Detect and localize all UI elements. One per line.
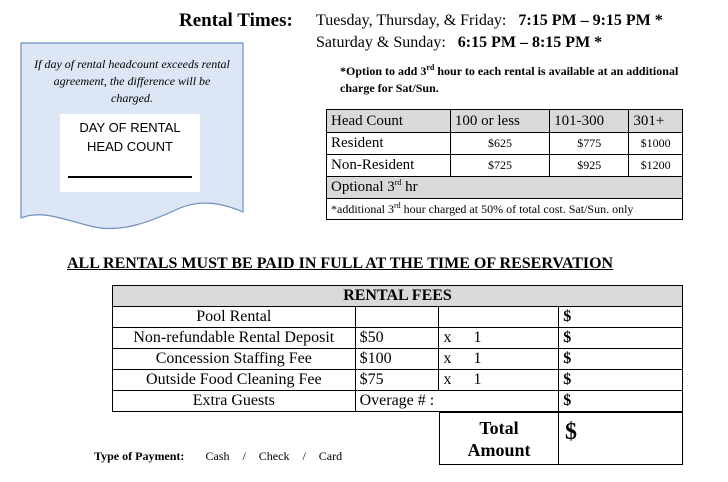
price-header-cell: 301+ (629, 110, 683, 133)
optional-suffix: hr (401, 179, 418, 195)
weekend-days: Saturday & Sunday: (316, 34, 446, 51)
footnote-cell (327, 199, 683, 220)
fee-qty-x: x (443, 371, 452, 388)
fee-qty: 1 (473, 350, 482, 367)
total-amount-label (440, 413, 559, 465)
fee-qty: 1 (473, 329, 482, 346)
extra-guests-amount-field[interactable]: $ (559, 391, 683, 412)
optional-hour-cell (327, 177, 683, 199)
fee-price: $75 (355, 370, 439, 391)
paid-in-full-notice: ALL RENTALS MUST BE PAID IN FULL AT THE TIME OF RESERVATION (67, 255, 614, 272)
price-row-label: Non-Resident (327, 155, 451, 177)
fee-amount-field[interactable]: $ (559, 349, 683, 370)
headcount-label-line2: HEAD COUNT (87, 139, 173, 154)
fee-amount-field[interactable]: $ (559, 370, 683, 391)
fee-qty-cell[interactable] (439, 307, 559, 328)
overage-count-field[interactable]: Overage # : (355, 391, 559, 412)
fee-row-extra-guests (113, 391, 683, 412)
option-note-suffix: hour to each rental is available at an additional charge for Sat/Sun. (340, 64, 679, 95)
headcount-note-text: If day of rental headcount exceeds rental agreement, the difference will be charged. (34, 57, 230, 105)
footnote-suffix: hour charged at 50% of total cost. Sat/Sun. only (400, 201, 634, 216)
fee-amount-field[interactable]: $ (559, 307, 683, 328)
fee-row (113, 349, 683, 370)
day-of-rental-headcount-field[interactable] (60, 114, 200, 192)
price-cell: $725 (450, 155, 549, 177)
price-row-resident (327, 133, 683, 155)
payment-option-card[interactable]: Card (318, 449, 343, 463)
rental-price-table (326, 109, 683, 220)
fee-row (113, 328, 683, 349)
total-label-line2: Amount (467, 439, 531, 460)
fee-item-label: Non-refundable Rental Deposit (113, 328, 356, 349)
fee-qty-cell[interactable] (439, 370, 559, 391)
total-label-line1: Total (479, 417, 519, 438)
fee-price: $100 (355, 349, 439, 370)
fee-qty-x: x (443, 329, 452, 346)
fee-price (355, 307, 439, 328)
payment-separator: / (242, 449, 246, 463)
price-row-non-resident (327, 155, 683, 177)
fees-title: RENTAL FEES (113, 286, 683, 307)
payment-option-cash[interactable]: Cash (205, 449, 230, 463)
fee-qty-x: x (443, 350, 452, 367)
fee-qty-cell[interactable] (439, 349, 559, 370)
optional-sup: rd (394, 178, 402, 187)
fee-item-label: Outside Food Cleaning Fee (113, 370, 356, 391)
price-cell: $775 (550, 133, 629, 155)
payment-type-label: Type of Payment: (94, 449, 185, 463)
headcount-write-line (68, 176, 192, 178)
weekday-schedule (316, 12, 663, 30)
footnote-prefix: *additional 3 (331, 201, 394, 216)
price-cell: $1000 (629, 133, 683, 155)
price-header-cell: Head Count (327, 110, 451, 133)
headcount-note-box (20, 42, 244, 230)
option-note-prefix: *Option to add 3 (340, 64, 427, 78)
fee-price: $50 (355, 328, 439, 349)
headcount-label-line1: DAY OF RENTAL (79, 120, 181, 135)
fee-row (113, 307, 683, 328)
option-note-sup: rd (426, 63, 435, 72)
price-row-optional (327, 177, 683, 199)
weekday-days: Tuesday, Thursday, & Friday: (316, 12, 507, 29)
fee-qty-cell[interactable] (439, 328, 559, 349)
price-table-header-row (327, 110, 683, 133)
rental-times-title: Rental Times: (179, 10, 293, 31)
price-header-cell: 101-300 (550, 110, 629, 133)
total-amount-box (439, 412, 683, 465)
payment-type-row (94, 449, 342, 464)
price-row-label: Resident (327, 133, 451, 155)
payment-separator: / (302, 449, 306, 463)
weekend-time: 6:15 PM – 8:15 PM * (457, 34, 603, 51)
price-cell: $625 (450, 133, 549, 155)
fee-row (113, 370, 683, 391)
rental-fees-table (112, 285, 683, 412)
fee-item-label: Pool Rental (113, 307, 356, 328)
fees-title-row (113, 286, 683, 307)
payment-option-check[interactable]: Check (258, 449, 290, 463)
fee-amount-field[interactable]: $ (559, 328, 683, 349)
third-hour-option-note (340, 63, 710, 97)
weekday-time: 7:15 PM – 9:15 PM * (518, 12, 663, 29)
price-cell: $925 (550, 155, 629, 177)
price-cell: $1200 (629, 155, 683, 177)
footnote-sup: rd (394, 200, 401, 210)
price-header-cell: 100 or less (450, 110, 549, 133)
fee-item-label: Concession Staffing Fee (113, 349, 356, 370)
weekend-schedule (316, 34, 602, 52)
fee-qty: 1 (473, 371, 482, 388)
optional-prefix: Optional 3 (331, 179, 395, 195)
extra-guests-label: Extra Guests (113, 391, 356, 412)
total-amount-field[interactable]: $ (559, 413, 683, 465)
price-row-footnote (327, 199, 683, 220)
